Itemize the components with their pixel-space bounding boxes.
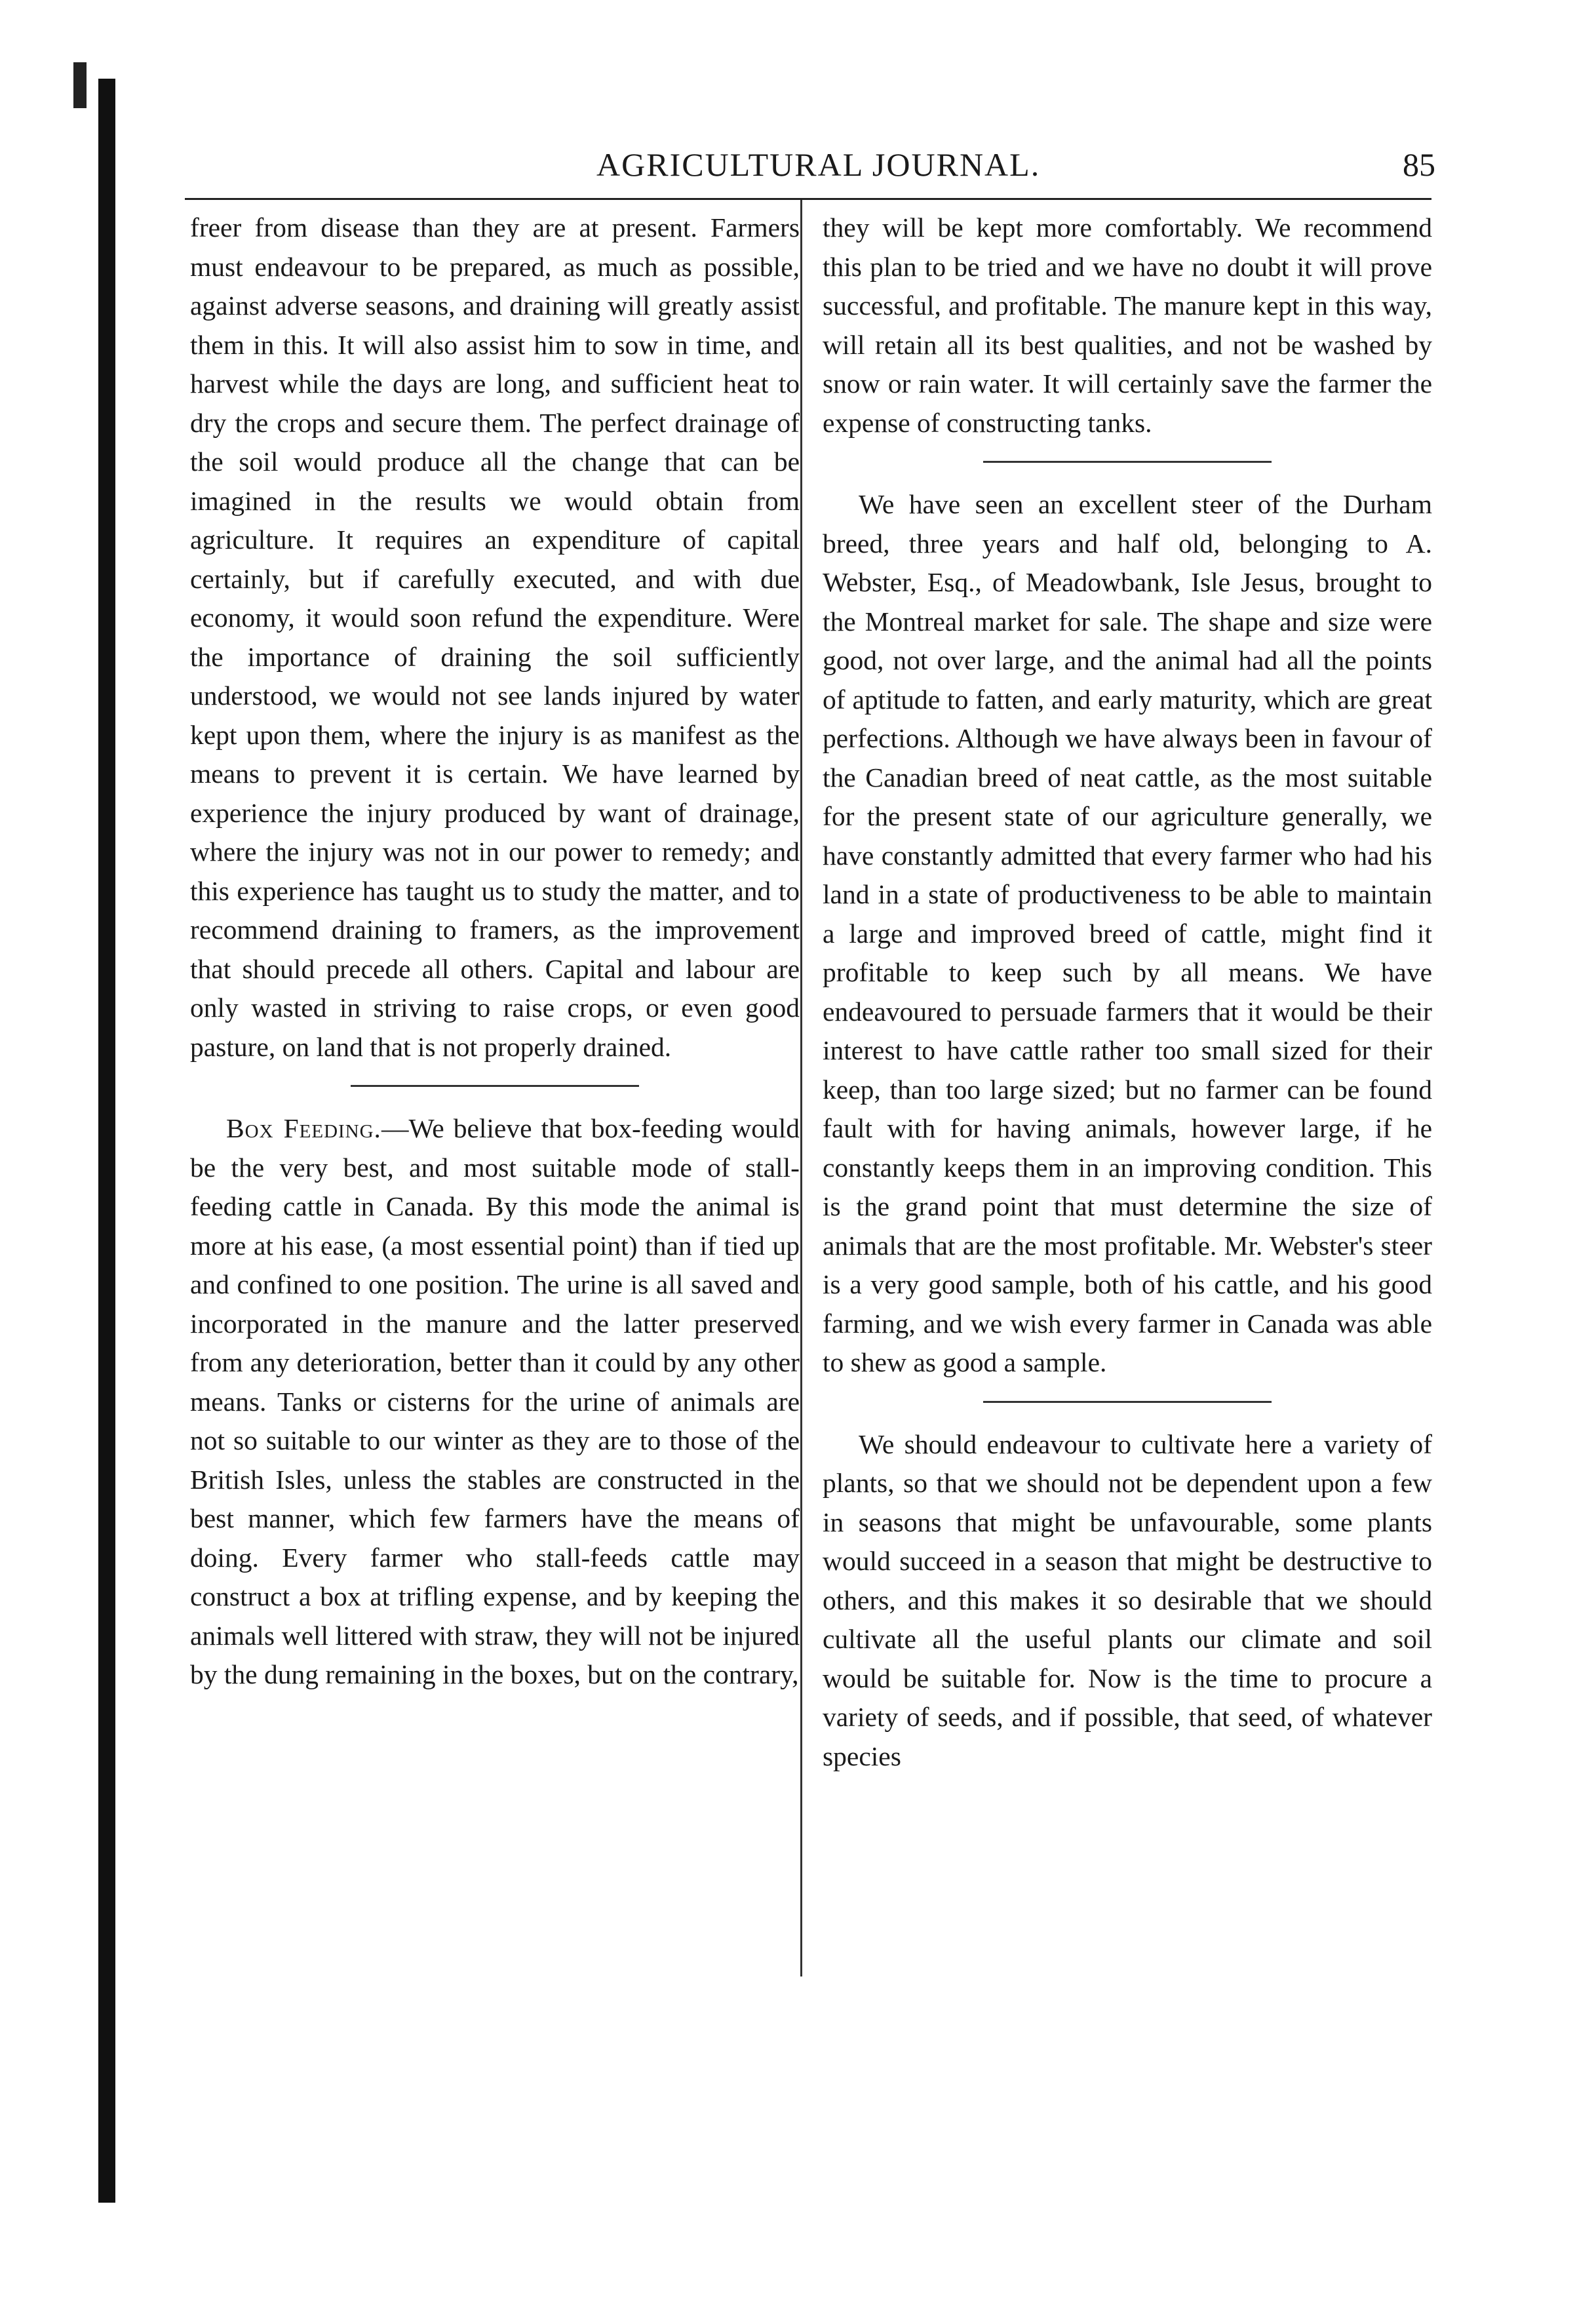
section-rule [983, 1401, 1272, 1403]
box-feeding-continued-paragraph: they will be kept more comfortably. We recommend this plan to be tried and we have no doubt it will prove successful, and profitable. The manure kept in this way, will retain all its best qualities, and not be washed by snow or rain water. It will certainly save the farmer the expense of constructing tanks. [823, 212, 1432, 438]
left-column [190, 208, 800, 1695]
drainage-paragraph: freer from disease than they are at present. Farmers must endeavour to be prepared, as much as possible, against adverse seasons, and draining will greatly assist them in this. It will also assist him to sow in time, and harvest while the days are long, and sufficient heat to dry the crops and secure them. The perfect drainage of the soil would produce all the change that can be imagined in the results we would obtain from agriculture. It requires an expenditure of capital certainly, but if carefully executed, and with due economy, it would soon refund the expenditure. Were the importance of draining the soil sufficiently understood, we would not see lands injured by water kept upon them, where the injury is as manifest as the means to prevent it is certain. We have learned by experience the injury produced by want of drainage, where the injury was not in our power to remedy; and this experience has taught us to study the matter, and to recommend draining to framers, as the improvement that should precede all others. Capital and labour are only wasted in striving to raise crops, or even good pasture, on land that is not properly drained. [190, 212, 800, 1062]
section-rule [351, 1085, 639, 1087]
box-feeding-heading: Box Feeding. [226, 1113, 381, 1143]
section-rule [983, 461, 1272, 463]
page-header [177, 146, 1435, 191]
right-column [823, 208, 1432, 1776]
column-divider [800, 200, 802, 1976]
box-feeding-paragraph [190, 1109, 800, 1695]
header-rule [185, 198, 1431, 200]
page-binding-edge [98, 79, 115, 2203]
plant-variety-paragraph: We should endeavour to cultivate here a variety of plants, so that we should not be dependent upon a few in seasons that might be unfavourable, some plants would succeed in a season that might be destructive to others, and this makes it so desirable that we should cultivate all the useful plants our climate and soil would be suitable for. Now is the time to procure a variety of seeds, and if possible, that seed, of whatever species [823, 1428, 1432, 1771]
box-feeding-text: —We believe that box-feeding would be the very best, and most suitable mode of stall-feeding cattle in Canada. By this mode the animal is more at his ease, (a most essential point) than if tied up and confined to one position. The urine is all saved and incorporated in the manure and the latter preserved from any deterioration, better than it could by any other means. Tanks or cisterns for the urine of animals are not so suitable to our winter as they are to those of the British Isles, unless the stables are constructed in the best manner, which few farmers have the means of doing. Every farmer who stall-feeds cattle may construct a box at trifling expense, and by keeping the animals well littered with straw, they will not be injured by the dung remaining in the boxes, but on the contrary, [190, 1113, 800, 1689]
page-number: 85 [1403, 146, 1435, 183]
running-title: AGRICULTURAL JOURNAL. [596, 146, 1041, 183]
binding-mark [73, 62, 87, 108]
durham-steer-paragraph: We have seen an excellent steer of the Durham breed, three years and half old, belonging to A. Webster, Esq., of Meadowbank, Isle Jesus, brought to the Montreal market for sale. The shape and size were good, not over large, and the animal had all the points of aptitude to fatten, and early maturity, which are great perfections. Although we have always been in favour of the Canadian breed of neat cattle, as the most suitable for the present state of our agriculture generally, we have constantly admitted that every farmer who had his land in a state of productiveness to be able to maintain a large and improved breed of cattle, might find it profitable to keep such by all means. We have endeavoured to persuade farmers that it would be their interest to have cattle rather too small sized for their keep, than too large sized; but no farmer can be found fault with for having animals, however large, if he constantly keeps them in an improving condition. This is the grand point that must determine the size of animals that are the most profitable. Mr. Webster's steer is a very good sample, both of his cattle, and his good farming, and we wish every farmer in Canada was able to shew as good a sample. [823, 489, 1432, 1377]
